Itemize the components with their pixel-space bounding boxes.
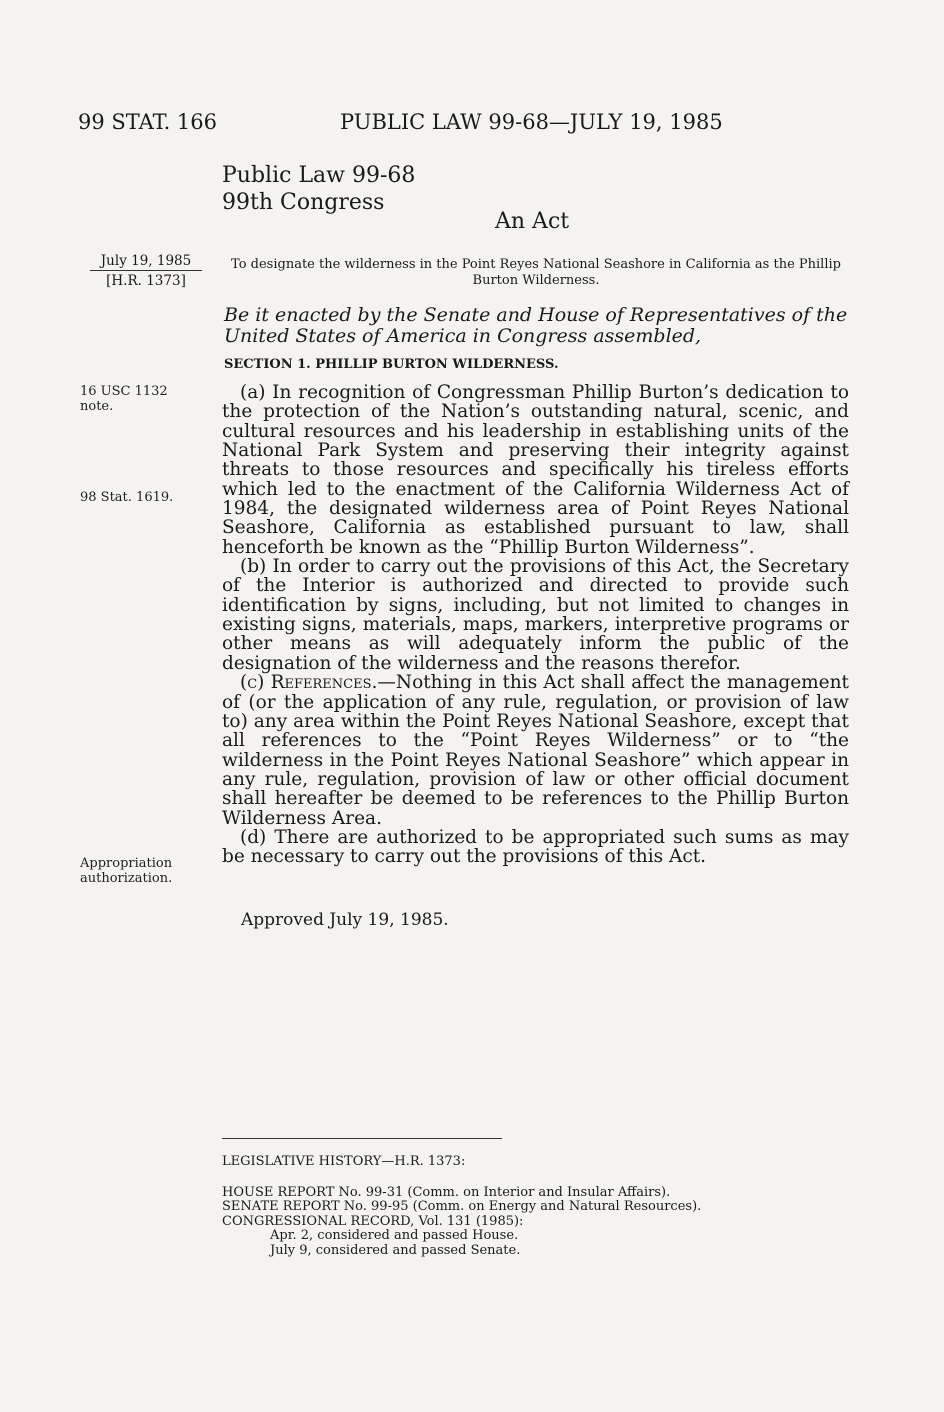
congress-number: 99th Congress xyxy=(222,190,385,215)
subsection-a: (a) In recognition of Congressman Phillip Burton’s dedication to the protection of the Nation’s outstanding natural, scenic, and cultural resources and his leadership in establishing units of the National Park System and preserving their integrity against threats to those resources and specifically his tireless efforts which led to the enactment of the California Wilderness Act of 1984, the designated wilderness area of Point Reyes National Seashore, California as established pursuant to law, shall henceforth be known as the “Phillip Burton Wilderness”. xyxy=(222,382,849,558)
enactment-date: July 19, 1985 xyxy=(90,253,202,271)
law-designation xyxy=(222,162,415,216)
act-label: An Act xyxy=(495,209,570,234)
margin-note-approp-line1: Appropriation xyxy=(80,856,173,871)
approval-date: Approved July 19, 1985. xyxy=(241,910,449,930)
subsection-b: (b) In order to carry out the provisions of this Act, the Secretary of the Interior is authorized and directed to provide such identification by signs, including, but not limited to changes in existing signs, materials, maps, markers, interpretive programs or other means as will adequately inform the public of the designation of the wilderness and the reasons therefor. xyxy=(222,556,849,674)
enacting-clause: Be it enacted by the Senate and House of Representatives of the United States of America in Congress assembled, xyxy=(224,304,848,347)
margin-note-usc-line2: note. xyxy=(80,399,114,414)
enactment-date-block xyxy=(90,253,202,289)
congressional-record: CONGRESSIONAL RECORD, Vol. 131 (1985): xyxy=(222,1213,524,1229)
margin-note-stat: 98 Stat. 1619. xyxy=(80,490,174,505)
margin-note-appropriation xyxy=(80,856,172,886)
senate-report: SENATE REPORT No. 99-95 (Comm. on Energy and Natural Resources). xyxy=(222,1199,702,1214)
house-report: HOUSE REPORT No. 99-31 (Comm. on Interior and Insular Affairs). xyxy=(222,1184,671,1200)
record-entry-house: Apr. 2, considered and passed House. xyxy=(270,1228,519,1243)
bill-number: [H.R. 1373] xyxy=(106,273,186,289)
legislative-history-title: LEGISLATIVE HISTORY—H.R. 1373: xyxy=(222,1154,466,1169)
subsection-d: (d) There are authorized to be appropriated such sums as may be necessary to carry out the provisions of this Act. xyxy=(222,826,849,868)
section-heading: SECTION 1. PHILLIP BURTON WILDERNESS. xyxy=(224,357,559,372)
purpose-statement: To designate the wilderness in the Point Reyes National Seashore in California as the Phillip Burton Wilderness. xyxy=(231,257,841,288)
footnote-divider xyxy=(222,1138,502,1139)
subsection-c-label: (c) References. xyxy=(240,672,378,694)
running-title: PUBLIC LAW 99-68—JULY 19, 1985 xyxy=(340,110,723,134)
public-law-number: Public Law 99-68 xyxy=(222,163,416,188)
legislative-history xyxy=(222,1155,701,1258)
margin-note-usc-line1: 16 USC 1132 xyxy=(80,384,168,399)
subsection-c xyxy=(222,673,849,828)
subsection-c-text: —Nothing in this Act shall affect the management of (or the application of any rule, regulation, or provision of law to) any area within the Point Reyes National Seashore, except that all references to the “Point Reyes Wilderness” or to “the wilderness in the Point Reyes National Seashore” which appear in any rule, regulation, provision of law or other official document shall hereafter be deemed to be references to the Phillip Burton Wilderness Area. xyxy=(222,672,849,829)
record-entry-senate: July 9, considered and passed Senate. xyxy=(270,1242,521,1258)
margin-note-usc xyxy=(80,384,168,414)
section-body xyxy=(222,383,849,867)
margin-note-approp-line2: authorization. xyxy=(80,871,173,886)
stat-page-number: 99 STAT. 166 xyxy=(78,110,218,134)
